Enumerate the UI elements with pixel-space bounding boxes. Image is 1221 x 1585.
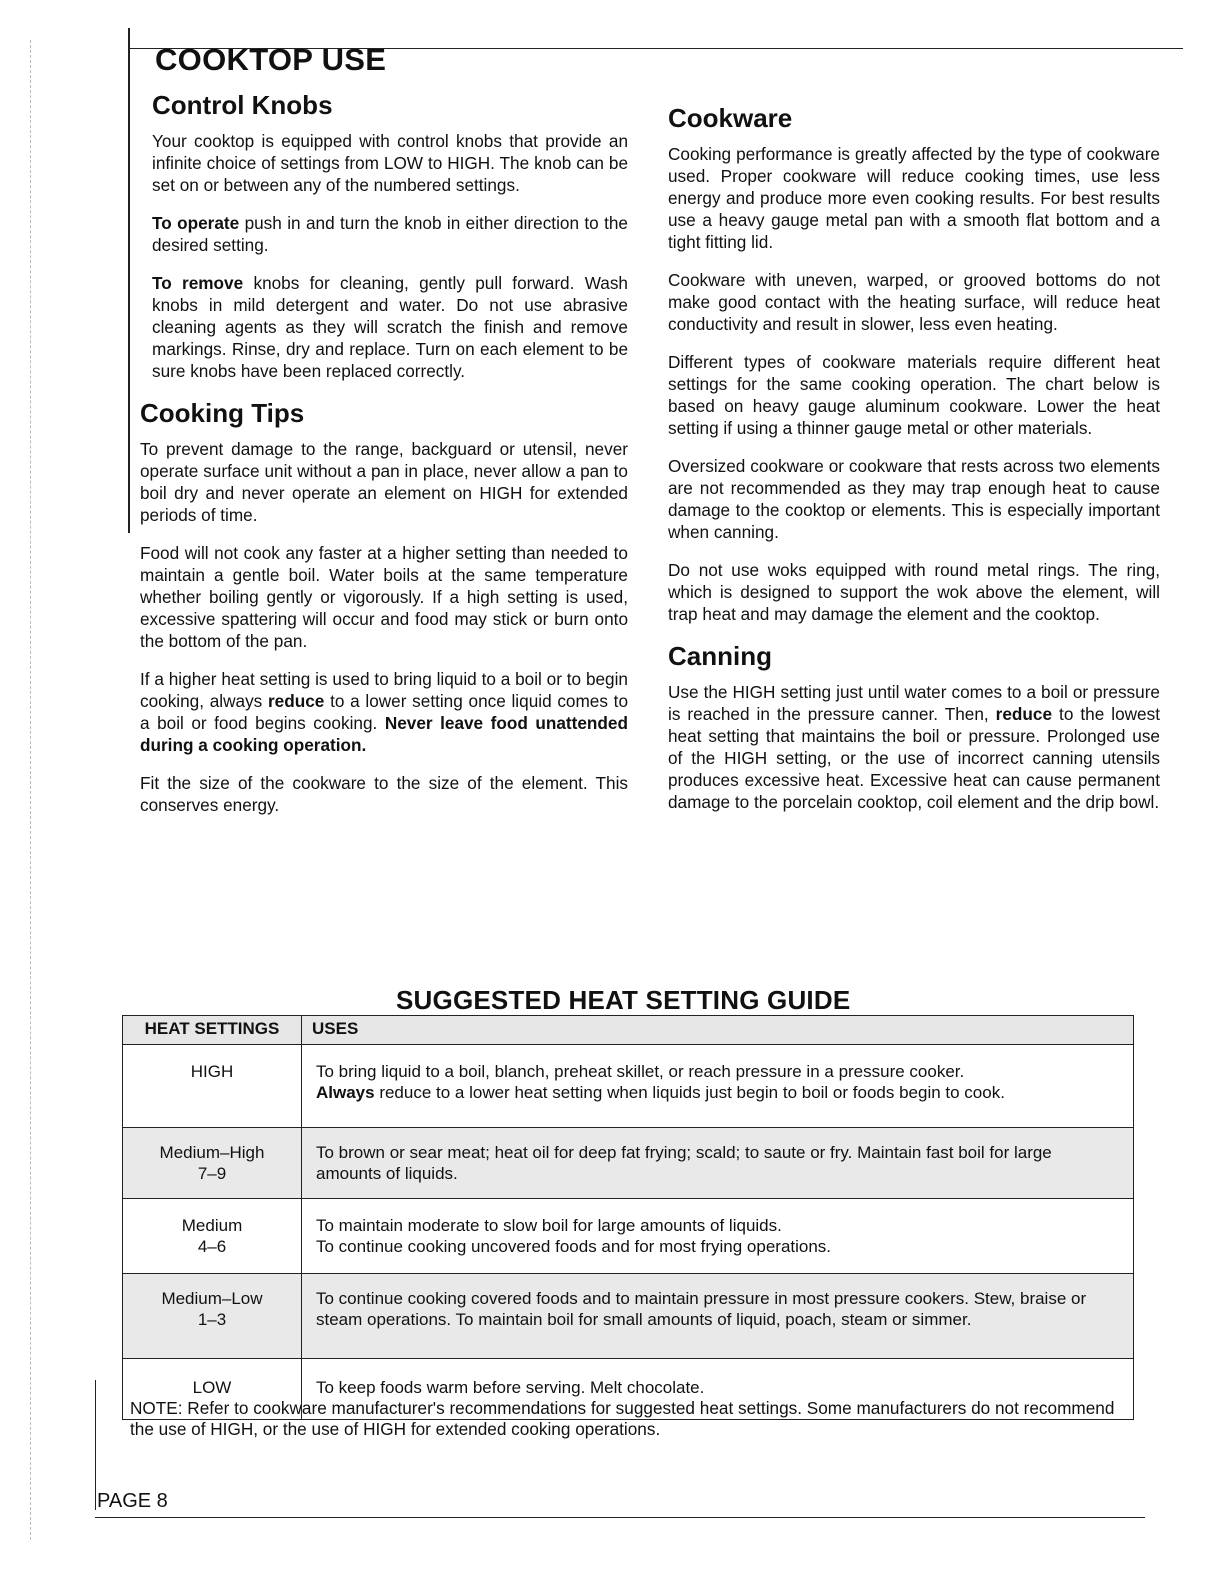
- level-label: HIGH: [190, 1062, 234, 1081]
- remove-text: knobs for cleaning, gently pull forward. Wash knobs in mild detergent and water. Do not use abrasive cleaning agents as they will scratch the finish and remove markings. Rinse, dry and replace. Turn on each element to be sure knobs have been replaced correctly.: [152, 273, 628, 381]
- cooking-tips-section: [140, 398, 628, 816]
- level-cell: [123, 1128, 302, 1199]
- level-label: Medium–High: [159, 1143, 265, 1162]
- tips-paragraph-2: Food will not cook any faster at a higher setting than needed to maintain a gentle boil. Water boils at the same temperature whether boiling gently or vigorously. If a high setting is used, excessive spattering will occur and food may stick or burn onto the bottom of the pan.: [140, 543, 628, 651]
- bottom-rule: [95, 1517, 1145, 1518]
- tips-p3-reduce: reduce: [267, 691, 325, 711]
- cookware-paragraph-3: Different types of cookware materials require different heat settings for the same cooking operation. The chart below is based on heavy gauge aluminum cookware. Lower the heat setting if using a thinner gauge metal or other materials.: [668, 352, 1160, 438]
- scan-edge: [30, 40, 31, 1540]
- tips-p3-warning: Never leave food unattended during a cooking operation.: [140, 713, 628, 755]
- tips-paragraph-4: Fit the size of the cookware to the size of the element. This conserves energy.: [140, 773, 628, 815]
- heat-settings-header: HEAT SETTINGS: [123, 1016, 302, 1045]
- cooking-tips-heading: Cooking Tips: [140, 398, 305, 428]
- canning-paragraph: [668, 681, 1160, 813]
- operate-paragraph: [152, 212, 628, 256]
- level-label: Medium: [181, 1216, 243, 1235]
- level-range: 7–9: [197, 1164, 227, 1183]
- use-text: To bring liquid to a boil, blanch, preheat skillet, or reach pressure in a pressure cooker.: [316, 1062, 965, 1081]
- control-knobs-section: [152, 90, 628, 382]
- left-column: [140, 90, 628, 832]
- operate-text: push in and turn the knob in either direction to the desired setting.: [152, 213, 628, 255]
- page-number: PAGE 8: [97, 1490, 168, 1512]
- level-cell: [123, 1274, 302, 1359]
- canning-text-a: Use the HIGH setting just until water comes to a boil or pressure is reached in the pressure canner. Then,: [668, 682, 1160, 724]
- table-header-row: [123, 1016, 1134, 1045]
- bottom-left-rule: [95, 1380, 96, 1510]
- heat-setting-table: [122, 1015, 1134, 1420]
- operate-label: To operate: [152, 213, 240, 233]
- cookware-paragraph-2: Cookware with uneven, warped, or grooved bottoms do not make good contact with the heating surface, will reduce heat conductivity and result in slower, less even heating.: [668, 270, 1160, 334]
- guide-title: SUGGESTED HEAT SETTING GUIDE: [396, 985, 851, 1015]
- tips-paragraph-3: [140, 668, 628, 756]
- control-knobs-heading: Control Knobs: [152, 90, 333, 120]
- cookware-paragraph-5: Do not use woks equipped with round metal rings. The ring, which is designed to support the wok above the element, will trap heat and may damage the element and the cooktop.: [668, 560, 1160, 624]
- level-label: Medium–Low: [161, 1289, 263, 1308]
- page-title: COOKTOP USE: [155, 42, 387, 77]
- use-text: To maintain moderate to slow boil for large amounts of liquids.: [316, 1216, 782, 1235]
- use-text-2: To continue cooking uncovered foods and for most frying operations.: [316, 1237, 832, 1256]
- cookware-paragraph-4: Oversized cookware or cookware that rests across two elements are not recommended as they may trap enough heat to cause damage to the cooktop or elements. This is especially important when canning.: [668, 456, 1160, 542]
- remove-label: To remove: [152, 273, 244, 293]
- use-cell: To continue cooking covered foods and to maintain pressure in most pressure cookers. Stew, braise or steam operations. To maintain boil for small amounts of liquid, poach, steam or simmer.: [302, 1274, 1134, 1359]
- canning-text-c: to the lowest heat setting that maintains the boil or pressure. Prolonged use of the HIGH setting, or the use of incorrect canning utensils produces excessive heat. Excessive heat can cause permanent damage to the porcelain cooktop, coil element and the drip bowl.: [668, 704, 1160, 812]
- knobs-paragraph: Your cooktop is equipped with control knobs that provide an infinite choice of settings from LOW to HIGH. The knob can be set on or between any of the numbered settings.: [152, 131, 628, 195]
- level-range: 1–3: [197, 1310, 227, 1329]
- canning-heading: Canning: [668, 641, 772, 671]
- cookware-heading: Cookware: [668, 103, 793, 133]
- cookware-paragraph-1: Cooking performance is greatly affected by the type of cookware used. Proper cookware will reduce cooking times, use less energy and produce more even cooking results. For best results use a heavy gauge metal pan with a smooth flat bottom and a tight fitting lid.: [668, 144, 1160, 252]
- use-cell: To brown or sear meat; heat oil for deep fat frying; scald; to saute or fry. Maintain fast boil for large amounts of liquids.: [302, 1128, 1134, 1199]
- remove-paragraph: [152, 272, 628, 382]
- use-text-2-body: reduce to a lower heat setting when liquids just begin to boil or foods begin to cook.: [374, 1083, 1005, 1102]
- right-column: [668, 103, 1160, 829]
- uses-header: USES: [302, 1016, 1134, 1045]
- table-row: [123, 1274, 1134, 1359]
- tips-p3-text-c: to a lower setting once liquid comes to a boil or food begins cooking.: [140, 691, 628, 733]
- use-cell: [302, 1045, 1134, 1128]
- canning-reduce: reduce: [995, 704, 1053, 724]
- table-row: [123, 1199, 1134, 1274]
- tips-paragraph-1: To prevent damage to the range, backguard or utensil, never operate surface unit without a pan in place, never allow a pan to boil dry and never operate an element on HIGH for extended periods of time.: [140, 439, 628, 525]
- level-range: 4–6: [197, 1237, 227, 1256]
- use-text-2: [316, 1082, 1119, 1103]
- left-rule: [128, 28, 130, 533]
- note-text: NOTE: Refer to cookware manufacturer's recommendations for suggested heat settings. Some manufacturers do not recommend the use of HIGH, or the use of HIGH for extended cooking operations.: [130, 1398, 1115, 1439]
- tips-p3-text-a: If a higher heat setting is used to bring liquid to a boil or to begin cooking, always: [140, 669, 628, 711]
- table-row: [123, 1045, 1134, 1128]
- always-label: Always: [316, 1083, 375, 1102]
- table-row: [123, 1128, 1134, 1199]
- level-cell: [123, 1199, 302, 1274]
- use-cell: [302, 1199, 1134, 1274]
- use-cell: To keep foods warm before serving. Melt chocolate.: [302, 1359, 1134, 1420]
- level-cell: [123, 1045, 302, 1128]
- level-cell: LOW: [123, 1359, 302, 1420]
